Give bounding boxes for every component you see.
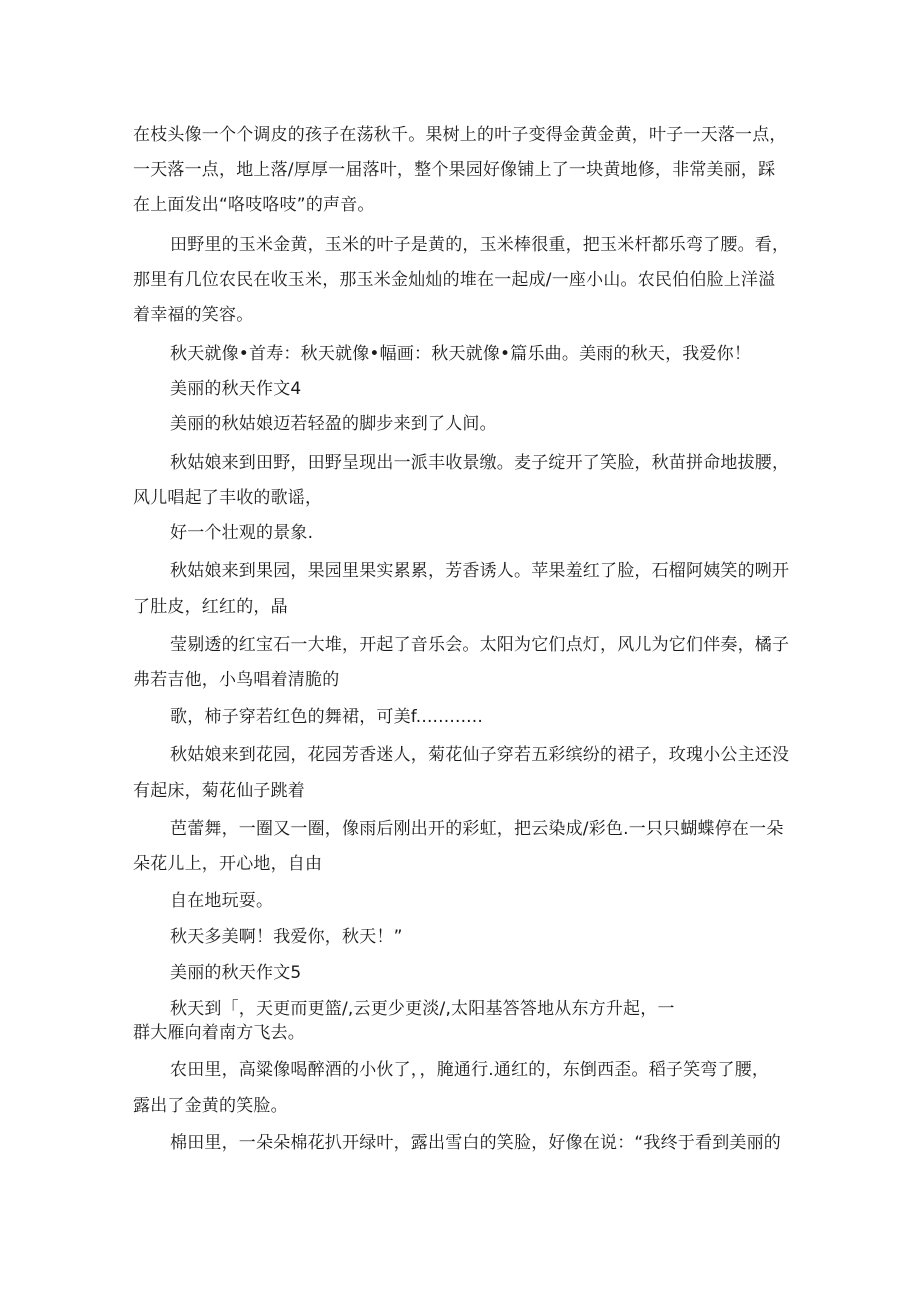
text-line: 秋姑娘来到花园，花园芳香迷人，菊花仙子穿若五彩缤纷的裙子，玫瑰小公主还没 — [170, 745, 790, 765]
text-line: 朵花儿上，开心地，自由 — [133, 854, 323, 874]
text-line: 群大雁向着南方飞去。 — [133, 1023, 305, 1043]
text-line: 秋天到「，天更而更篮/,云更少更淡/,太阳基答答地从东方升起，一 — [170, 999, 675, 1019]
text-line: 歌，柿子穿若红色的舞裙，可美f............ — [170, 707, 483, 727]
text-line: 好一个壮观的景象. — [170, 523, 314, 543]
section-heading: 美丽的秋天作文4 — [170, 379, 302, 399]
text-line: 美丽的秋姑娘迈若轻盈的脚步来到了人间。 — [170, 414, 497, 434]
text-line: 弗若吉他，小鸟唱着清脆的 — [133, 670, 340, 690]
text-line: 在上面发出“咯吱咯吱”的声音。 — [133, 195, 375, 215]
text-line: 有起床，菊花仙子跳着 — [133, 781, 305, 801]
text-line: 露出了金黄的笑脸。 — [133, 1096, 288, 1116]
text-line: 田野里的玉米金黄，玉米的叶子是黄的，玉米棒很重，把玉米杆都乐弯了腰。看， — [170, 235, 790, 255]
text-line: 莹剔透的红宝石一大堆，开起了音乐会。太阳为它们点灯，风儿为它们伴奏，橘子 — [170, 635, 790, 655]
text-line: 秋姑娘来到果园，果园里果实累累，芳香诱人。苹果羞红了脸，石榴阿姨笑的咧开 — [170, 561, 790, 581]
text-line: 棉田里，一朵朵棉花扒开绿叶，露出雪白的笑脸，好像在说：“我终于看到美丽的 — [170, 1133, 782, 1153]
text-line: 一天落一点，地上落/厚厚一届落叶，整个果园好像铺上了一块黄地修，非常美丽，踩 — [133, 160, 776, 180]
text-line: 在枝头像一个个调皮的孩子在荡秋千。果树上的叶子变得金黄金黄，叶子一天落一点， — [133, 125, 787, 145]
text-line: 风儿唱起了丰收的歌谣， — [133, 488, 323, 508]
section-heading: 美丽的秋天作文5 — [170, 963, 302, 983]
text-line: 秋天就像•首寿：秋天就像•幅画：秋天就像•篇乐曲。美雨的秋天，我爱你！ — [170, 344, 752, 364]
text-line: 自在地玩耍。 — [170, 891, 274, 911]
text-line: 那里有几位农民在收玉米，那玉米金灿灿的堆在一起成/一座小山。农民伯伯脸上洋溢 — [133, 270, 776, 290]
text-line: 秋姑娘来到田野，田野呈现出一派丰收景缴。麦子绽开了笑脸，秋苗拼命地拔腰， — [170, 453, 790, 473]
text-line: 农田里，高粱像喝醉酒的小伙了，，腌通行.通红的，东倒西歪。稻子笑弯了腰， — [170, 1060, 770, 1080]
text-line: 秋天多美啊！我爱你，秋天！” — [170, 927, 403, 947]
text-line: 了肚皮，红红的，晶 — [133, 597, 288, 617]
text-line: 芭蕾舞，一圈又一圈，像雨后刚出开的彩虹，把云染成/彩色.一只只蝴蝶停在一朵 — [170, 819, 784, 839]
text-line: 着幸福的笑容。 — [133, 305, 254, 325]
